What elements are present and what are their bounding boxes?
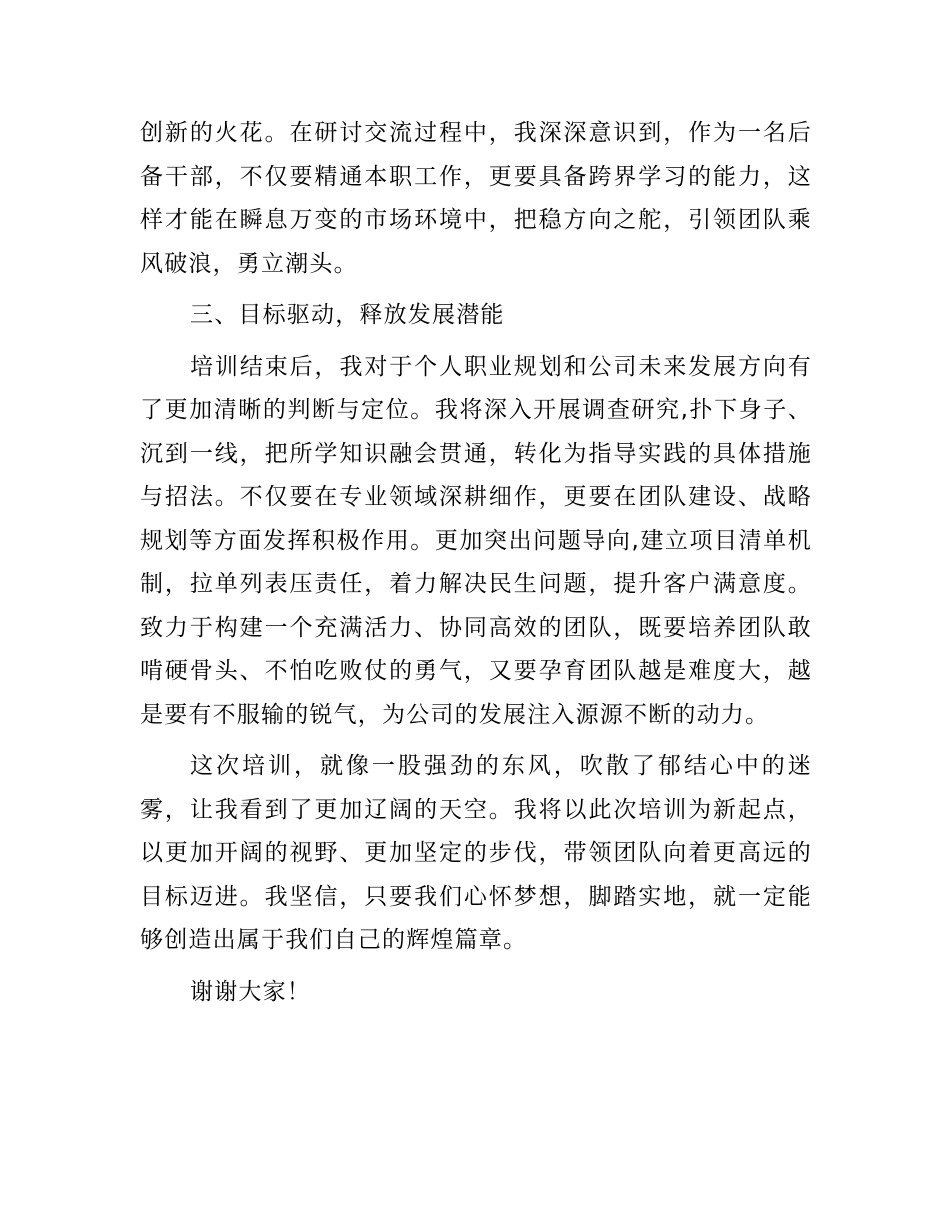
paragraph-career-planning: 培训结束后，我对于个人职业规划和公司未来发展方向有了更加清晰的判断与定位。我将深入开展调查研究,扑下身子、沉到一线，把所学知识融会贯通，转化为指导实践的具体措施与招法。不仅要在专业领域深耕细作，更要在团队建设、战略规划等方面发挥积极作用。更加突出问题导向,建立项目清单机制，拉单列表压责任，着力解决民生问题，提升客户满意度。致力于构建一个充满活力、协同高效的团队，既要培养团队敢啃硬骨头、不怕吃败仗的勇气，又要孕育团队越是难度大，越是要有不服输的锐气，为公司的发展注入源源不断的动力。	[140, 353, 812, 728]
document-page	[140, 112, 812, 1022]
closing-remark: 谢谢大家！	[190, 978, 311, 1005]
paragraph-continuation: 创新的火花。在研讨交流过程中，我深深意识到，作为一名后备干部，不仅要精通本职工作，更要具备跨界学习的能力，这样才能在瞬息万变的市场环境中，把稳方向之舵，引领团队乘风破浪，勇立潮头。	[140, 120, 812, 277]
paragraph-conclusion: 这次培训，就像一股强劲的东风，吹散了郁结心中的迷雾，让我看到了更加辽阔的天空。我将以此次培训为新起点，以更加开阔的视野、更加坚定的步伐，带领团队向着更高远的目标迈进。我坚信，只要我们心怀梦想，脚踏实地，就一定能够创造出属于我们自己的辉煌篇章。	[140, 753, 812, 953]
section-heading: 三、目标驱动，释放发展潜能	[190, 302, 505, 328]
